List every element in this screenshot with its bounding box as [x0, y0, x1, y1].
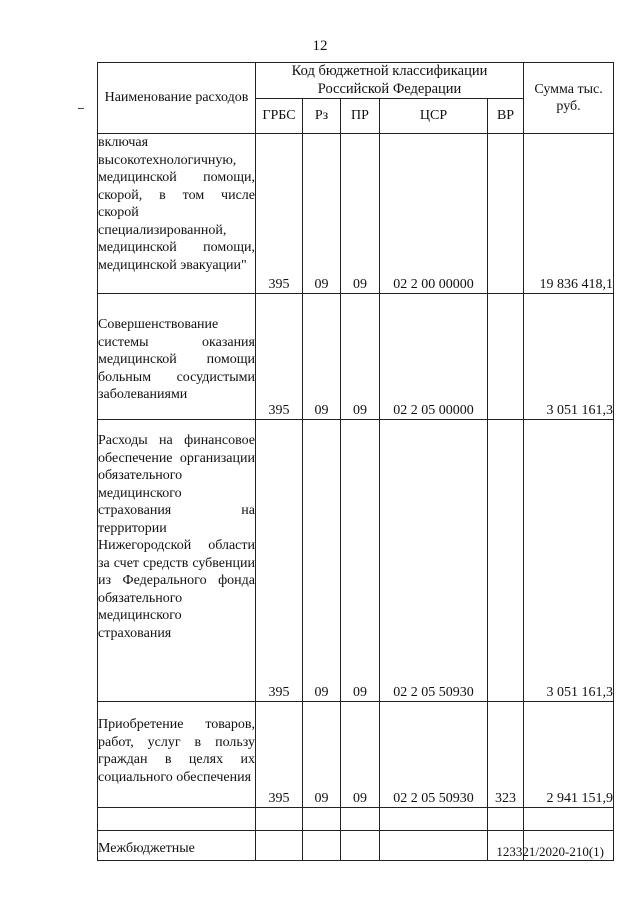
row-sum: 19 836 418,1 — [524, 134, 614, 294]
budget-table — [97, 62, 614, 861]
row-csr: 02 2 05 00000 — [380, 294, 488, 420]
table-row — [98, 702, 614, 808]
row-grbs: 395 — [256, 294, 303, 420]
row-sum: 3 051 161,3 — [524, 294, 614, 420]
table-row-spacer — [98, 808, 614, 831]
row-csr: 02 2 00 00000 — [380, 134, 488, 294]
row-grbs — [256, 831, 303, 861]
header-pr: ПР — [341, 99, 380, 134]
row-pr: 09 — [341, 294, 380, 420]
row-rz — [303, 831, 341, 861]
row-vr — [488, 420, 524, 702]
header-vr: ВР — [488, 99, 524, 134]
row-vr: 323 — [488, 702, 524, 808]
row-pr: 09 — [341, 134, 380, 294]
row-sum: 2 941 151,9 — [524, 702, 614, 808]
row-vr — [488, 134, 524, 294]
row-csr — [380, 831, 488, 861]
row-pr — [341, 831, 380, 861]
header-name: Наименование расходов — [98, 63, 256, 134]
page-number: 12 — [312, 38, 328, 54]
table-row — [98, 420, 614, 702]
row-name: Приобретение товаров, работ, услуг в пользу граждан в целях их социального обеспечения — [98, 702, 256, 808]
row-rz: 09 — [303, 294, 341, 420]
row-sum: 3 051 161,3 — [524, 420, 614, 702]
row-vr — [488, 294, 524, 420]
document-id: 123321/2020-210(1) — [496, 844, 604, 859]
header-grbs: ГРБС — [256, 99, 303, 134]
table-row — [98, 294, 614, 420]
row-pr: 09 — [341, 420, 380, 702]
row-name: включая высокотехнологичную, медицинской помощи, скорой, в том числе скорой специализированной, медицинской помощи, медицинской эвакуации" — [98, 134, 256, 294]
row-csr: 02 2 05 50930 — [380, 702, 488, 808]
row-name: Расходы на финансовое обеспечение организации обязательного медицинского страхования на территории Нижегородской области за счет средств субвенции из Федерального фонда обязательного медицинского страхования — [98, 420, 256, 702]
row-rz: 09 — [303, 420, 341, 702]
row-grbs: 395 — [256, 420, 303, 702]
header-sum: Сумма тыс. руб. — [524, 63, 614, 134]
header-code-group: Код бюджетной классификации Российской Федерации — [256, 63, 524, 99]
table-row — [98, 134, 614, 294]
row-pr: 09 — [341, 702, 380, 808]
header-rz: Рз — [303, 99, 341, 134]
row-rz: 09 — [303, 134, 341, 294]
row-csr: 02 2 05 50930 — [380, 420, 488, 702]
row-name: Межбюджетные — [98, 831, 256, 861]
row-grbs: 395 — [256, 134, 303, 294]
header-csr: ЦСР — [380, 99, 488, 134]
row-name: Совершенствование системы оказания медицинской помощи больным сосудистыми заболеваниями — [98, 294, 256, 420]
row-grbs: 395 — [256, 702, 303, 808]
row-rz: 09 — [303, 702, 341, 808]
margin-mark — [78, 108, 84, 109]
